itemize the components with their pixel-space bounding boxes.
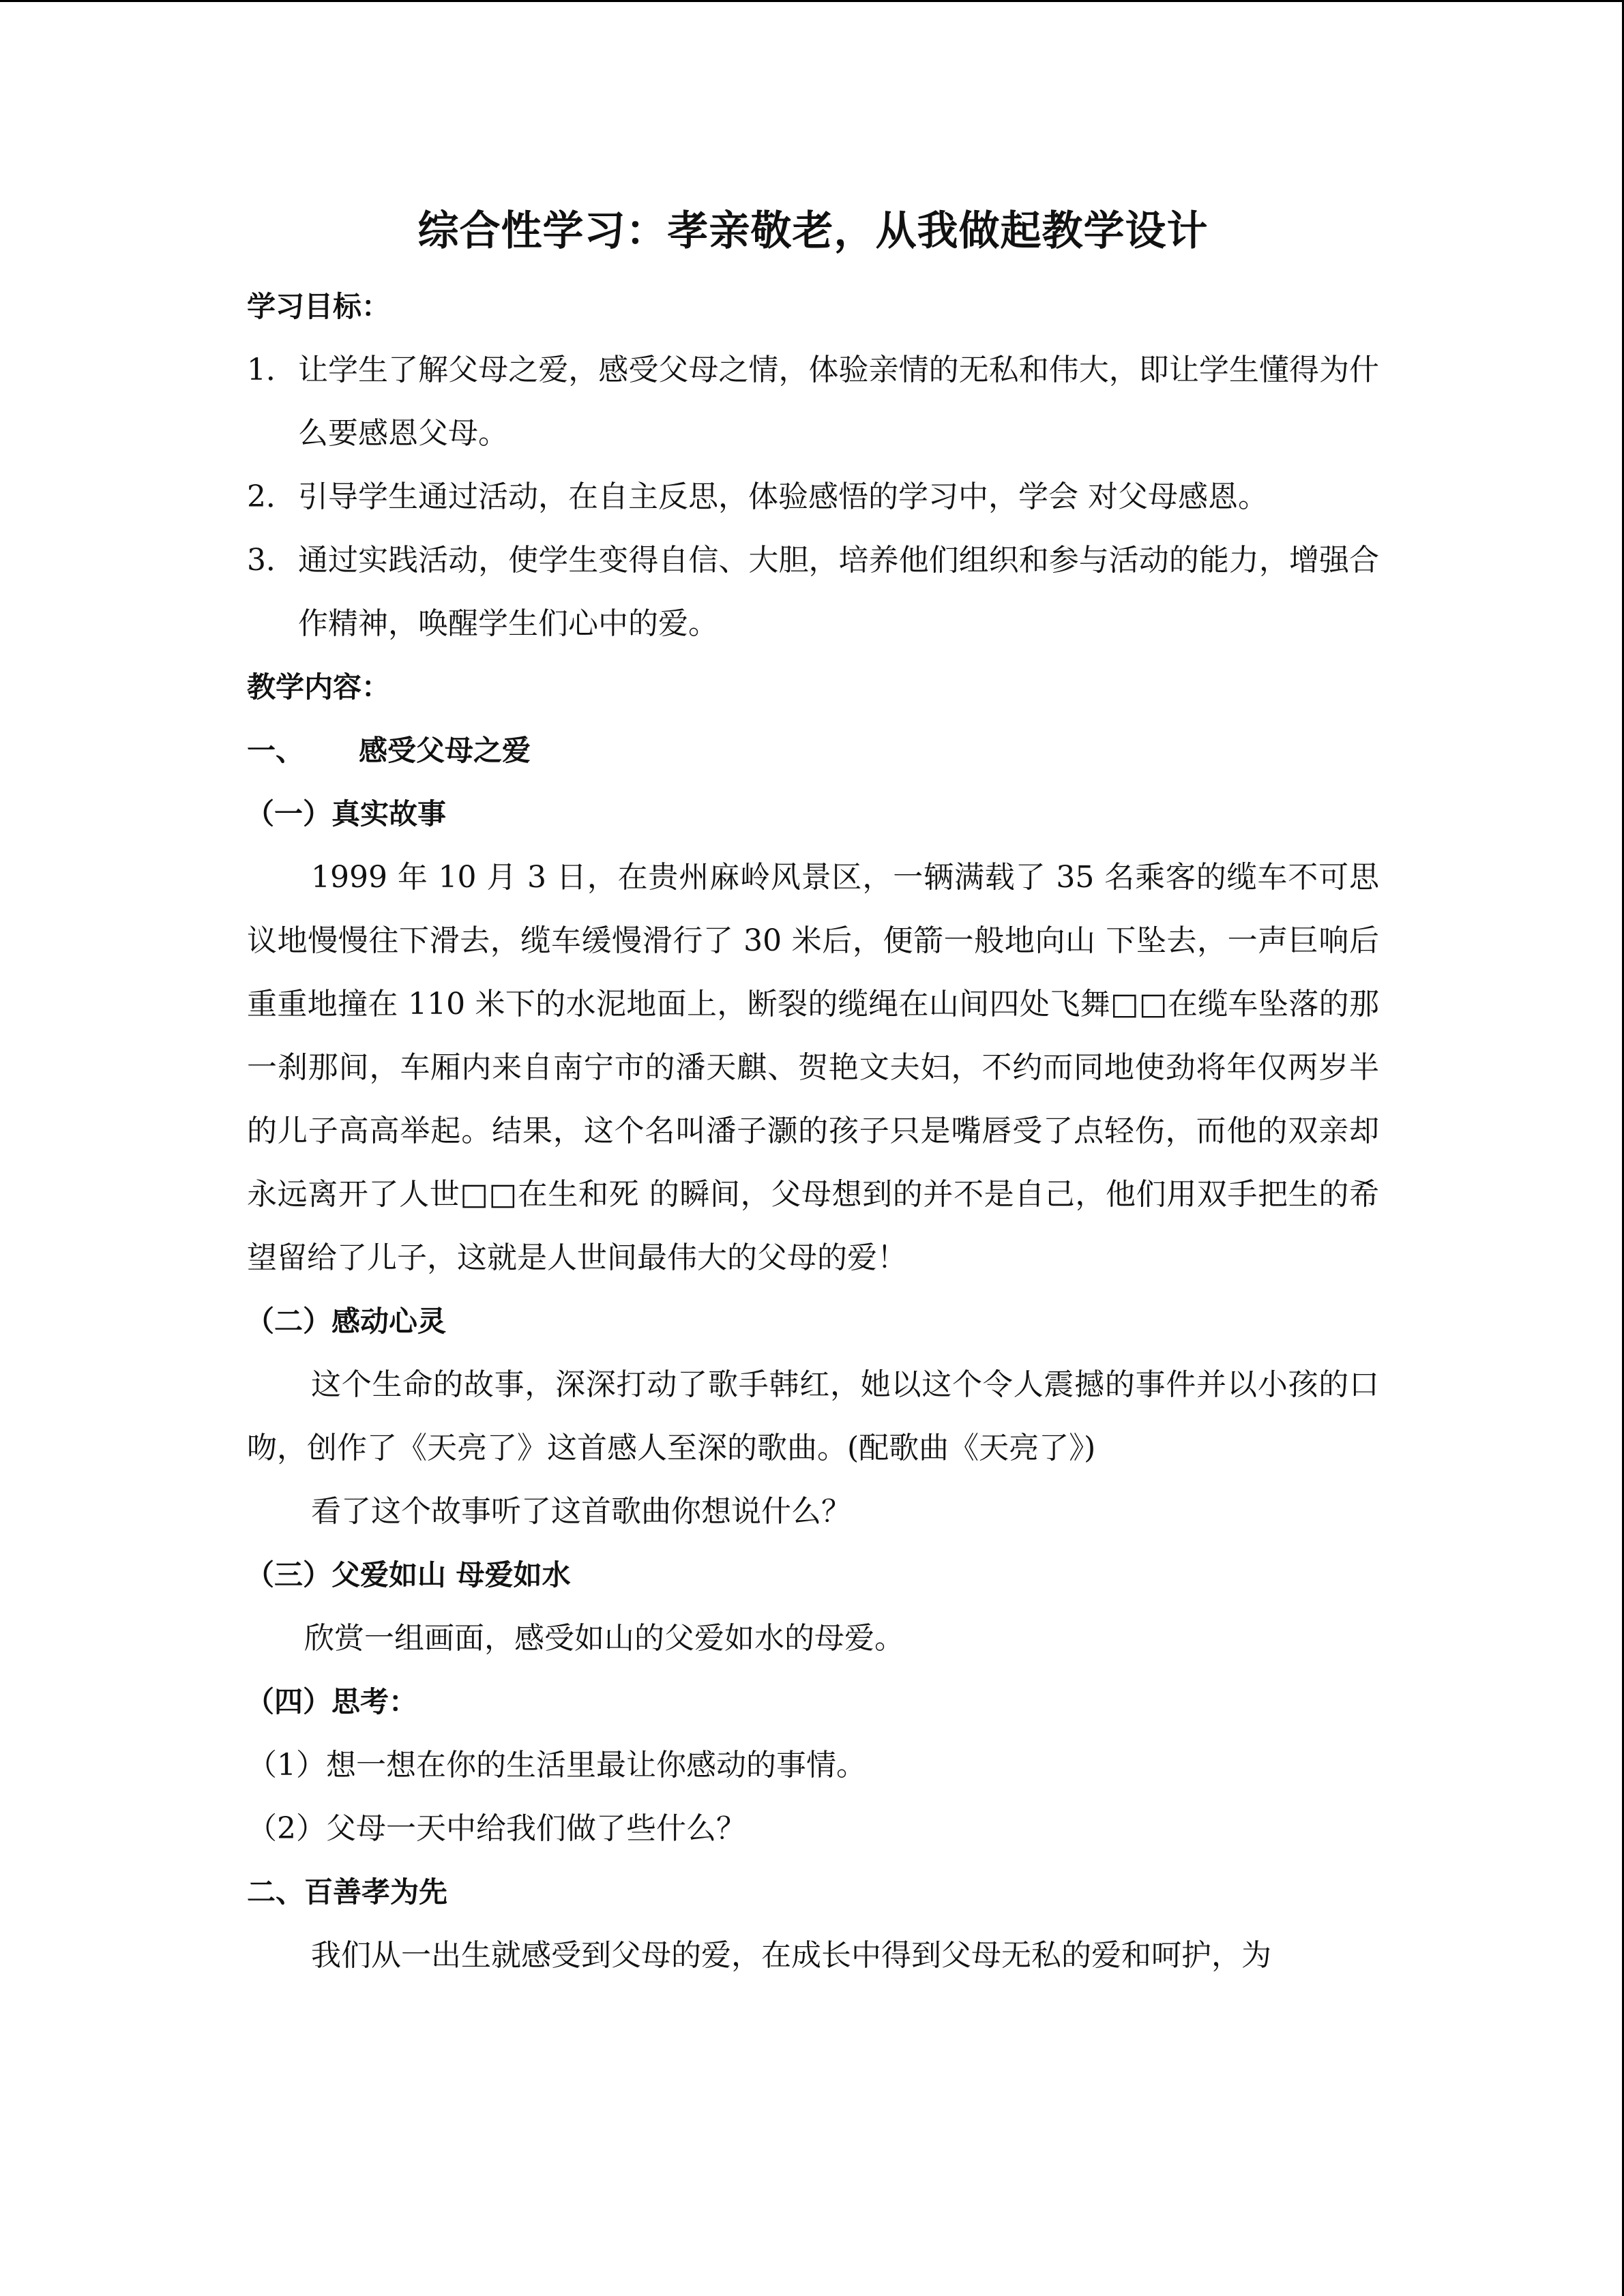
document-body: [247, 205, 1379, 1987]
objective-number: 3．: [247, 543, 296, 578]
document-title: 综合性学习：孝亲敬老，从我做起教学设计: [417, 207, 1209, 255]
think-question-2: （2）父母一天中给我们做了些什么？: [247, 1811, 746, 1846]
section-2-heading: 二、百善孝为先: [247, 1875, 448, 1909]
objective-item-3: [247, 528, 1379, 655]
images-paragraph: 欣赏一组画面，感受如山的父爱如水的母爱。: [304, 1621, 904, 1656]
subsection-1-heading: （一）真实故事: [246, 797, 447, 831]
subsection-3-heading: （三）父爱如山 母爱如水: [246, 1558, 571, 1592]
section-2-paragraph: 我们从一出生就感受到父母的爱，在成长中得到父母无私的爱和呵护，为: [311, 1938, 1271, 1973]
objective-text: 引导学生通过活动，在自主反思，体验感悟的学习中，学会 对父母感恩。: [298, 479, 1268, 514]
objective-item-2: [247, 465, 1379, 528]
subsection-4-heading: （四）思考：: [246, 1685, 418, 1718]
content-heading: 教学内容：: [247, 670, 391, 704]
page-top-border: [0, 0, 1624, 2]
section-1-title: 感受父母之爱: [359, 734, 531, 767]
objective-text: 通过实践活动，使学生变得自信、大胆，培养他们组织和参与活动的能力，增强合作精神，唤醒学生们心中的爱。: [298, 543, 1379, 641]
song-paragraph: 这个生命的故事，深深打动了歌手韩红，她以这个令人震撼的事件并以小孩的口吻，创作了《天亮了》这首感人至深的歌曲。(配歌曲《天亮了》): [247, 1367, 1379, 1465]
section-1-heading: [247, 719, 1379, 782]
section-1-number: 一、: [247, 734, 305, 767]
objective-number: 2．: [247, 479, 296, 514]
question-paragraph: 看了这个故事听了这首歌曲你想说什么？: [311, 1494, 851, 1529]
story-paragraph: 1999 年 10 月 3 日，在贵州麻岭风景区，一辆满载了 35 名乘客的缆车不可思议地慢慢往下滑去，缆车缓慢滑行了 30 米后，便箭一般地向山 下坠去，一声巨响后重重地撞在 110 米下的水泥地面上，断裂的缆绳在山间四处飞舞□□在缆车坠落的那一刹那间，车厢内来自南宁市的潘天麒、贺艳文夫妇，不约而同地使劲将年仅两岁半的儿子高高举起。结果，这个名叫潘子灏的孩子只是嘴唇受了点轻伤，而他的双亲却永远离开了人世□□在生和死 的瞬间，父母想到的并不是自己，他们用双手把生的希望留给了儿子，这就是人世间最伟大的父母的爱！: [247, 860, 1379, 1275]
objective-item-1: [247, 338, 1379, 465]
objective-text: 让学生了解父母之爱，感受父母之情，体验亲情的无私和伟大，即让学生懂得为什么要感恩父母。: [298, 353, 1379, 451]
think-question-1: （1）想一想在你的生活里最让你感动的事情。: [247, 1748, 866, 1783]
objective-number: 1．: [247, 353, 296, 387]
objectives-heading: 学习目标：: [247, 290, 391, 323]
subsection-2-heading: （二）感动心灵: [246, 1304, 447, 1338]
